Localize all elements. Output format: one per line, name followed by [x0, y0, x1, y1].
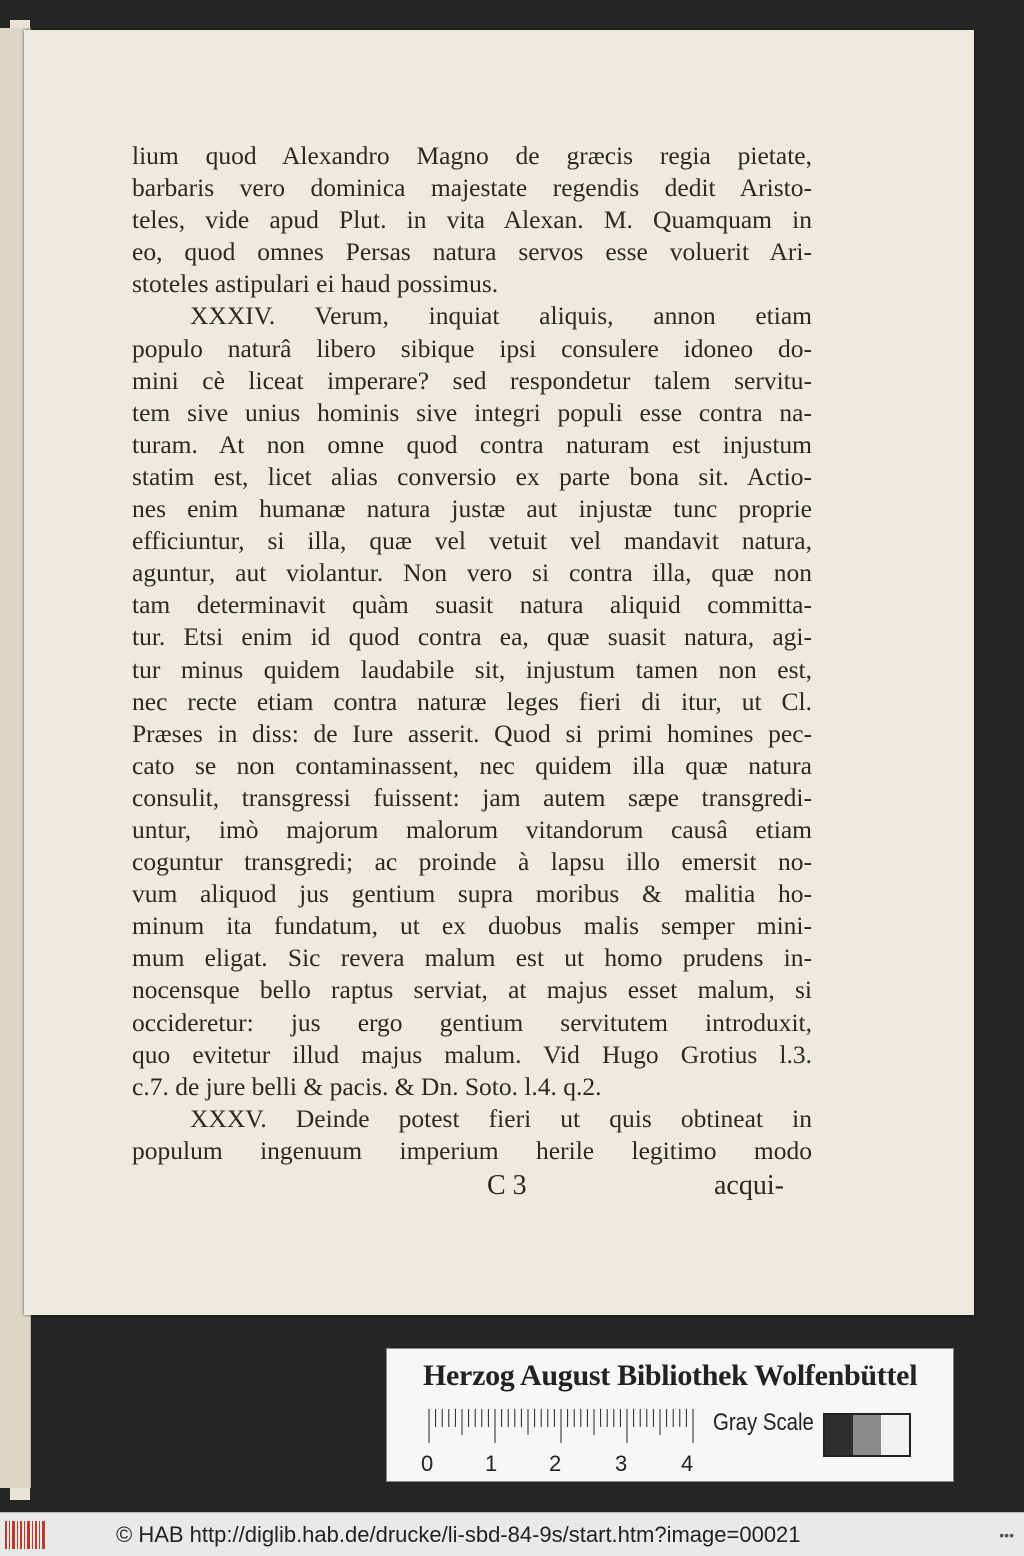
signature-mark: C 3: [487, 1170, 527, 1201]
text-line: consulit, transgressi fuissent: jam autem sæpe transgredi-: [132, 782, 812, 812]
book-page: [24, 30, 974, 1315]
text-line: efficiuntur, si illa, quæ vel vetuit vel mandavit natura,: [132, 526, 812, 556]
text-line: coguntur transgredi; ac proinde à lapsu illo emersit no-: [132, 847, 812, 877]
scale-label: 2: [549, 1451, 562, 1476]
footer-bar: [0, 1512, 1024, 1556]
more-dots-icon[interactable]: •••: [999, 1527, 1014, 1543]
text-line: vum aliquod jus gentium supra moribus & malitia ho-: [132, 879, 812, 909]
gray-scale-swatches: [823, 1413, 911, 1457]
gray-swatch-light: [881, 1415, 909, 1455]
page-text-block: [132, 140, 812, 1167]
scale-label: 0: [421, 1451, 434, 1476]
text-line: statim est, licet alias conversio ex parte bona sit. Actio-: [132, 461, 812, 491]
text-line: populo naturâ libero sibique ipsi consulere idoneo do-: [132, 333, 812, 363]
copyright-url[interactable]: © HAB http://diglib.hab.de/drucke/li-sbd-84-9s/start.htm?image=00021: [116, 1522, 801, 1547]
text-line: turam. At non omne quod contra naturam est injustum: [132, 429, 812, 459]
text-line: occideretur: jus ergo gentium servitutem introduxit,: [132, 1007, 812, 1037]
text-line: barbaris vero dominica majestate regendis dedit Aristo-: [132, 173, 812, 203]
barcode-icon: [4, 1519, 48, 1551]
text-line: mini cè liceat imperare? sed respondetur talem servitu-: [132, 365, 812, 395]
text-line: nec recte etiam contra naturæ leges fieri di itur, ut Cl.: [132, 686, 812, 716]
text-line: tur minus quidem laudabile sit, injustum tamen non est,: [132, 654, 812, 684]
text-line: nocensque bello raptus serviat, at majus esset malum, si: [132, 975, 812, 1005]
text-line: quo evitetur illud majus malum. Vid Hugo Grotius l.3.: [132, 1039, 812, 1069]
scale-label: 1: [485, 1451, 498, 1476]
text-line: populum ingenuum imperium herile legitimo modo: [132, 1135, 812, 1165]
text-line: minum ita fundatum, ut ex duobus malis semper mini-: [132, 911, 812, 941]
text-line: c.7. de jure belli & pacis. & Dn. Soto. l.4. q.2.: [132, 1071, 602, 1101]
text-line: XXXIV. Verum, inquiat aliquis, annon etiam: [190, 301, 812, 331]
text-line: stoteles astipulari ei haud possimus.: [132, 269, 499, 299]
text-line: XXXV. Deinde potest fieri ut quis obtineat in: [190, 1103, 812, 1133]
scale-label: 3: [615, 1451, 628, 1476]
gray-scale-label: Gray Scale: [713, 1409, 814, 1436]
scale-ruler: [427, 1409, 703, 1443]
text-line: tam determinavit quàm suasit natura aliquid committa-: [132, 590, 812, 620]
text-line: mum eligat. Sic revera malum est ut homo prudens in-: [132, 943, 812, 973]
library-color-card: [386, 1348, 954, 1482]
text-line: cato se non contaminassent, nec quidem illa quæ natura: [132, 750, 812, 780]
library-name: Herzog August Bibliothek Wolfenbüttel: [423, 1359, 918, 1392]
text-line: eo, quod omnes Persas natura servos esse voluerit Ari-: [132, 237, 812, 267]
text-line: tur. Etsi enim id quod contra ea, quæ suasit natura, agi-: [132, 622, 812, 652]
text-line: Præses in diss: de Iure asserit. Quod si primi homines pec-: [132, 718, 812, 748]
gray-swatch-mid: [853, 1415, 881, 1455]
text-line: teles, vide apud Plut. in vita Alexan. M. Quamquam in: [132, 205, 812, 235]
text-line: aguntur, aut violantur. Non vero si contra illa, quæ non: [132, 558, 812, 588]
text-line: tem sive unius hominis sive integri populi esse contra na-: [132, 397, 812, 427]
gray-swatch-dark: [825, 1415, 853, 1455]
text-line: lium quod Alexandro Magno de græcis regia pietate,: [132, 141, 812, 170]
catchword: acqui-: [714, 1170, 784, 1201]
text-line: nes enim humanæ natura justæ aut injustæ tunc proprie: [132, 494, 812, 524]
scale-label: 4: [681, 1451, 694, 1476]
text-line: untur, imò majorum malorum vitandorum causâ etiam: [132, 814, 812, 844]
